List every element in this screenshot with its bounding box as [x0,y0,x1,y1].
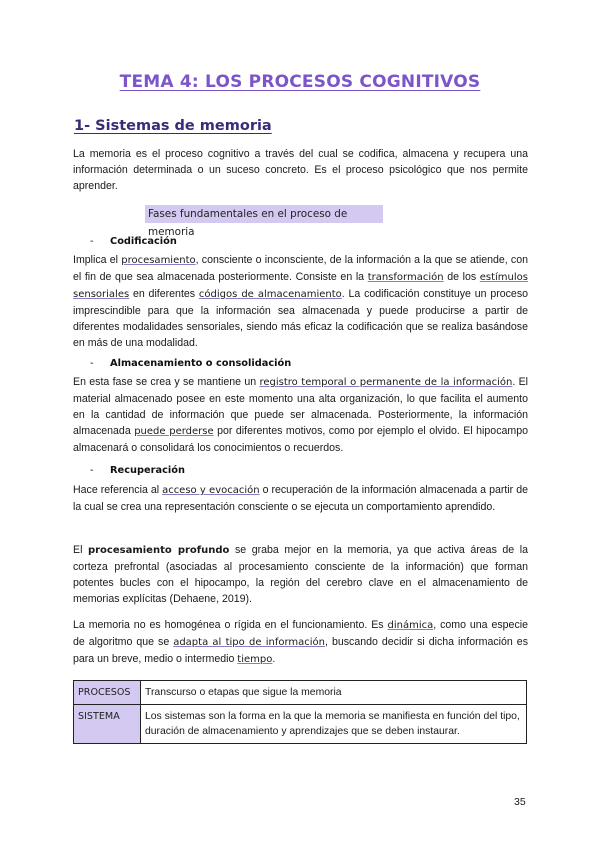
term-transformacion: transformación [367,272,444,283]
recuperacion-paragraph: Hace referencia al acceso y evocación o recuperación de la información almacenada a partir de la cual se crea una representación consciente o se ejecuta un comportamiento aprendido. [73,484,528,513]
term-perderse: puede perderse [134,426,214,437]
dinamica-paragraph: La memoria no es homogénea o rígida en el funcionamiento. Es dinámica, como una especie de algoritmo que se adapta al tipo de información, buscando decidir si dicha información es para un breve, medio o intermedio tiempo. [73,619,528,665]
term-dinamica: dinámica [387,620,434,631]
term-estimulos: estímulos sensoriales [73,272,528,300]
bullet-recuperacion-title: Recuperación [110,465,185,476]
row-value: Los sistemas son la forma en la que la memoria se manifiesta en función del tipo, duración de almacenamiento y aprendizajes que se deben instaurar. [141,705,527,744]
bullet-dash: - [90,358,94,369]
phases-heading: Fases fundamentales en el proceso de memoria [145,205,383,223]
section-heading: 1- Sistemas de memoria [74,118,272,134]
bullet-almacenamiento [90,358,291,369]
page-number: 35 [514,796,526,808]
codificacion-paragraph: Implica el procesamiento, consciente o inconsciente, de la información a la que se atiende, con el fin de que sea almacenada posteriormente. Consiste en la transformación de los estímulos sensoriales en diferentes códigos de almacenamiento. La codificación constituye un proceso imprescindible para que la información sea almacenada y puede producirse a partir de diferentes modalidades sensoriales, siendo más eficaz la codificación que se realiza basándose en más de una modalidad. [73,254,529,349]
term-acceso: acceso y evocación [162,485,260,496]
row-key: PROCESOS [74,681,141,705]
term-registro: registro temporal o permanente de la información [259,377,513,388]
term-codigos: códigos de almacenamiento [198,289,342,300]
bullet-codificacion-title: Codificación [110,236,177,247]
definitions-table [73,680,527,744]
document-title: TEMA 4: LOS PROCESOS COGNITIVOS [119,72,481,92]
bullet-dash: - [90,236,94,247]
row-value: Transcurso o etapas que sigue la memoria [141,681,527,705]
row-key: SISTEMA [74,705,141,744]
table-row [74,705,527,744]
table-row [74,681,527,705]
bullet-almacenamiento-title: Almacenamiento o consolidación [110,358,292,369]
term-procesamiento-profundo: procesamiento profundo [87,545,230,556]
term-tiempo: tiempo [237,654,273,665]
term-adapta: adapta al tipo de información [173,637,325,648]
term-procesamiento: procesamiento [121,255,196,266]
almacenamiento-paragraph: En esta fase se crea y se mantiene un registro temporal o permanente de la información. El material almacenado posee en este momento una alta organización, lo que facilita el aumento en la cantidad de información que puede ser almacenada. Posteriormente, la información almacenada puede perderse por diferentes motivos, como por ejemplo el olvido. El hipocampo almacenará o consolidará los conocimientos o recuerdos. [73,376,529,454]
profundo-paragraph: El procesamiento profundo se graba mejor en la memoria, ya que activa áreas de la corteza prefrontal (asociadas al procesamiento consciente de la información) que forman potentes bucles con el hipocampo, la región del cerebro clave en el almacenamiento de memorias explícitas (Dehaene, 2019). [73,544,528,605]
bullet-codificacion [90,236,177,247]
bullet-recuperacion [90,465,185,476]
bullet-dash: - [90,465,94,476]
intro-paragraph: La memoria es el proceso cognitivo a través del cual se codifica, almacena y recupera una información determinada o un suceso concreto. Es el proceso psicológico que nos permite aprender. [73,148,528,192]
